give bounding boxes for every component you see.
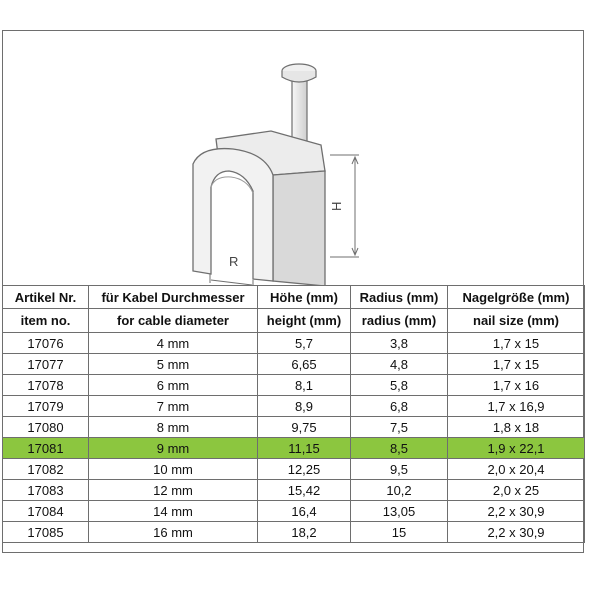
height-cell: 5,7 xyxy=(258,333,351,354)
cable-diameter-cell: 16 mm xyxy=(89,522,258,543)
item-no-cell: 17080 xyxy=(3,417,89,438)
item-no-cell: 17084 xyxy=(3,501,89,522)
cable-diameter-cell: 12 mm xyxy=(89,480,258,501)
height-cell: 9,75 xyxy=(258,417,351,438)
height-cell: 16,4 xyxy=(258,501,351,522)
nail-size-cell: 1,7 x 16,9 xyxy=(448,396,585,417)
radius-label: R xyxy=(229,254,239,269)
table-row xyxy=(3,354,585,375)
radius-cell: 3,8 xyxy=(351,333,448,354)
height-cell: 15,42 xyxy=(258,480,351,501)
product-sheet xyxy=(2,30,584,553)
nail-size-cell: 2,2 x 30,9 xyxy=(448,501,585,522)
height-cell: 11,15 xyxy=(258,438,351,459)
table-row xyxy=(3,375,585,396)
table-row xyxy=(3,501,585,522)
radius-cell: 8,5 xyxy=(351,438,448,459)
table-row xyxy=(3,480,585,501)
header-nail-size: Nagelgröße (mm) xyxy=(448,286,585,309)
nail-size-cell: 1,9 x 22,1 xyxy=(448,438,585,459)
cable-diameter-cell: 14 mm xyxy=(89,501,258,522)
cable-diameter-cell: 9 mm xyxy=(89,438,258,459)
cable-diameter-cell: 8 mm xyxy=(89,417,258,438)
nail-size-cell: 1,8 x 18 xyxy=(448,417,585,438)
cable-diameter-cell: 5 mm xyxy=(89,354,258,375)
nail-size-cell: 1,7 x 15 xyxy=(448,333,585,354)
radius-cell: 6,8 xyxy=(351,396,448,417)
height-cell: 18,2 xyxy=(258,522,351,543)
height-label: H xyxy=(329,201,344,211)
item-no-cell: 17085 xyxy=(3,522,89,543)
table-row xyxy=(3,438,585,459)
nail-size-cell: 2,0 x 20,4 xyxy=(448,459,585,480)
cable-diameter-cell: 4 mm xyxy=(89,333,258,354)
nail-size-cell: 1,7 x 15 xyxy=(448,354,585,375)
table-row xyxy=(3,396,585,417)
item-no-cell: 17083 xyxy=(3,480,89,501)
radius-cell: 15 xyxy=(351,522,448,543)
header-cable-diameter-en: for cable diameter xyxy=(89,309,258,333)
height-cell: 6,65 xyxy=(258,354,351,375)
cable-clip-drawing xyxy=(3,31,583,286)
table-row xyxy=(3,333,585,354)
radius-cell: 10,2 xyxy=(351,480,448,501)
item-no-cell: 17081 xyxy=(3,438,89,459)
header-radius: Radius (mm) xyxy=(351,286,448,309)
item-no-cell: 17077 xyxy=(3,354,89,375)
table-row xyxy=(3,417,585,438)
table-row xyxy=(3,522,585,543)
item-no-cell: 17076 xyxy=(3,333,89,354)
table-row xyxy=(3,459,585,480)
header-row-english xyxy=(3,309,585,333)
radius-cell: 5,8 xyxy=(351,375,448,396)
header-height-en: height (mm) xyxy=(258,309,351,333)
specification-table xyxy=(2,285,585,543)
cable-diameter-cell: 10 mm xyxy=(89,459,258,480)
cable-clip-icon xyxy=(3,31,583,286)
radius-cell: 13,05 xyxy=(351,501,448,522)
nail-size-cell: 1,7 x 16 xyxy=(448,375,585,396)
height-cell: 8,9 xyxy=(258,396,351,417)
radius-cell: 4,8 xyxy=(351,354,448,375)
cable-diameter-cell: 7 mm xyxy=(89,396,258,417)
header-item-no-en: item no. xyxy=(3,309,89,333)
cable-diameter-cell: 6 mm xyxy=(89,375,258,396)
header-nail-size-en: nail size (mm) xyxy=(448,309,585,333)
nail-size-cell: 2,0 x 25 xyxy=(448,480,585,501)
header-cable-diameter: für Kabel Durchmesser xyxy=(89,286,258,309)
item-no-cell: 17079 xyxy=(3,396,89,417)
header-height: Höhe (mm) xyxy=(258,286,351,309)
height-cell: 8,1 xyxy=(258,375,351,396)
header-radius-en: radius (mm) xyxy=(351,309,448,333)
item-no-cell: 17078 xyxy=(3,375,89,396)
header-row-german xyxy=(3,286,585,309)
item-no-cell: 17082 xyxy=(3,459,89,480)
radius-cell: 9,5 xyxy=(351,459,448,480)
radius-cell: 7,5 xyxy=(351,417,448,438)
nail-size-cell: 2,2 x 30,9 xyxy=(448,522,585,543)
height-cell: 12,25 xyxy=(258,459,351,480)
header-item-no: Artikel Nr. xyxy=(3,286,89,309)
